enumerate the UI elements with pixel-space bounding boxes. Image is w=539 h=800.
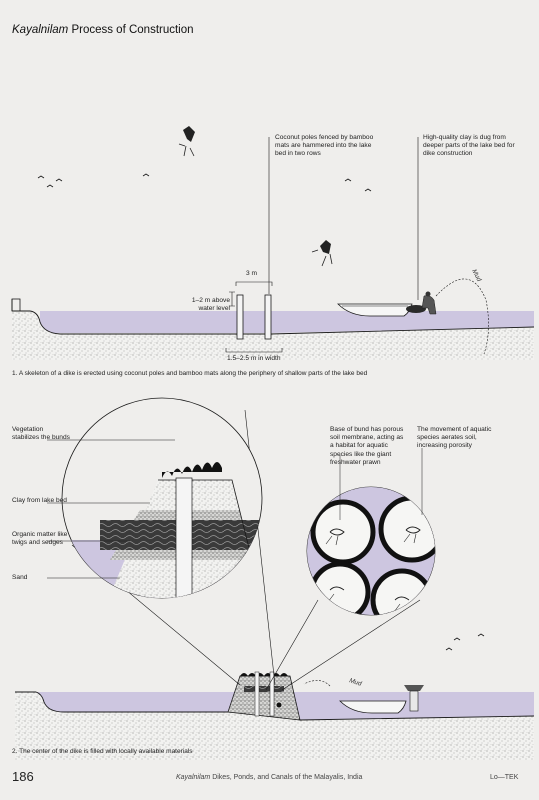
- dike-small: [228, 676, 300, 720]
- mud-label-1: Mud: [470, 268, 483, 283]
- footer-book-title: Kayalnilam Dikes, Ponds, and Canals of the Malayalis, India: [176, 774, 363, 781]
- heron-landing: [312, 240, 332, 266]
- footer-brand: Lo—TEK: [490, 774, 519, 781]
- label-vegetation: Vegetation stabilizes the bunds: [12, 426, 70, 442]
- label-clay: Clay from lake bed: [12, 497, 67, 504]
- note-coconut-poles: Coconut poles fenced by bamboo mats are hammered into the lake bed in two rows: [275, 134, 374, 158]
- width-label-3m: 3 m: [246, 270, 257, 277]
- figure2-section: [15, 398, 534, 760]
- figure2-caption: 2. The center of the dike is filled with locally available materials: [12, 748, 193, 755]
- height-label: 1–2 m above water level: [191, 297, 230, 313]
- mud-label-2: Mud: [348, 677, 363, 688]
- coconut-pole-right: [265, 295, 271, 339]
- page-title: Kayalnilam Process of Construction: [12, 24, 194, 36]
- label-sand: Sand: [12, 574, 28, 581]
- label-organic-matter: Organic matter like twigs and sedges: [12, 531, 68, 547]
- figure1-caption: 1. A skeleton of a dike is erected using coconut poles and bamboo mats along the periphery of shallow parts of the lake bed: [12, 370, 368, 377]
- page-number: 186: [12, 769, 34, 784]
- note-porous-membrane: Base of bund has porous soil membrane, acting as a habitat for aquatic species like the giant freshwater prawn: [330, 426, 404, 466]
- worker-figure: [406, 292, 436, 315]
- heron-flying: [179, 126, 195, 156]
- note-aeration: The movement of aquatic species aerates soil, increasing porosity: [417, 426, 492, 450]
- note-high-quality-clay: High-quality clay is dug from deeper parts of the lake bed for dike construction: [423, 134, 515, 158]
- width-label-bottom: 1.5–2.5 m in width: [227, 355, 281, 362]
- coconut-pole-left: [237, 295, 243, 339]
- figure1-section: [12, 126, 534, 650]
